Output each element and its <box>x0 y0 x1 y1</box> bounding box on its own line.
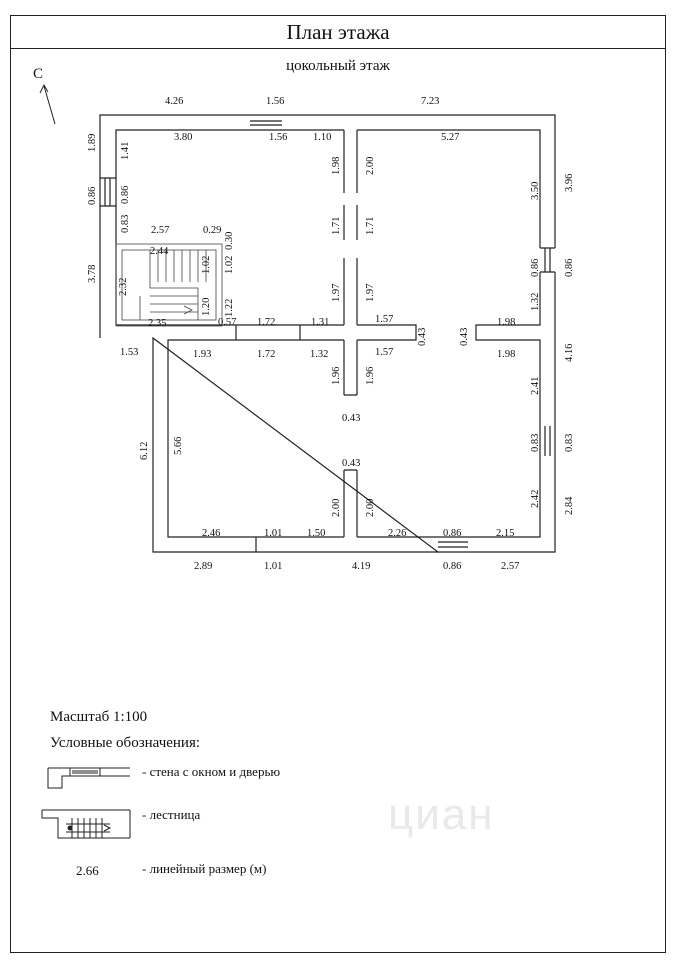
dim-bottom-inner-4: 2.26 <box>388 528 407 539</box>
legend-scale: Масштаб 1:100 <box>50 709 148 725</box>
outer-walls <box>100 115 555 552</box>
dim-corridor-bottom-1: 1.93 <box>193 349 212 360</box>
dim-left-inner-3: 0.83 <box>120 214 131 233</box>
dim-stair-10: 2.35 <box>148 318 167 329</box>
dim-partition-6: 1.97 <box>365 283 376 302</box>
dim-corridor-bottom-5: 1.98 <box>497 349 516 360</box>
dim-right-inner-6: 2.42 <box>530 489 541 508</box>
dim-lower-partition-4: 0.43 <box>342 458 361 469</box>
dim-top-inner-4: 5.27 <box>441 132 460 143</box>
floor-subtitle: цокольный этаж <box>286 58 390 74</box>
dim-corridor-bottom-2: 1.72 <box>257 349 276 360</box>
north-arrow-icon <box>44 86 55 124</box>
dim-lower-left-1: 1.53 <box>120 347 139 358</box>
legend-wall-symbol <box>48 768 130 788</box>
dim-corridor-top-1: 0.57 <box>218 317 237 328</box>
dim-stair-3: 0.30 <box>224 231 235 250</box>
dim-bottom-inner-2: 1.01 <box>264 528 283 539</box>
dim-top-outer-3: 7.23 <box>421 96 440 107</box>
dim-stair-7: 2.32 <box>118 277 129 296</box>
dim-corridor-top-2: 1.72 <box>257 317 276 328</box>
dim-top-inner-1: 3.80 <box>174 132 193 143</box>
dim-left-outer-2: 0.86 <box>87 186 98 205</box>
dim-corridor-top-7: 1.98 <box>497 317 516 328</box>
dim-lower-partition-1: 1.96 <box>331 366 342 385</box>
legend-dim-label: - линейный размер (м) <box>142 861 267 876</box>
dim-bottom-inner-6: 2.15 <box>496 528 515 539</box>
dim-right-outer-4: 0.83 <box>564 433 575 452</box>
dim-lower-left-inner: 5.66 <box>173 436 184 455</box>
dim-partition-5: 1.97 <box>331 283 342 302</box>
dim-right-outer-3: 4.16 <box>564 343 575 362</box>
dim-lower-partition-2: 1.96 <box>365 366 376 385</box>
dim-left-outer-3: 3.78 <box>87 264 98 283</box>
dim-partition-2: 2.00 <box>365 156 376 175</box>
dim-top-outer-2: 1.56 <box>266 96 285 107</box>
legend-stair-symbol <box>42 810 130 838</box>
dim-lower-partition-5: 2.00 <box>331 498 342 517</box>
dim-partition-1: 1.98 <box>331 156 342 175</box>
dim-lower-partition-6: 2.00 <box>365 498 376 517</box>
dim-corridor-bottom-3: 1.32 <box>310 349 329 360</box>
dim-stair-9: 1.22 <box>224 298 235 317</box>
dim-bottom-outer-1: 2.89 <box>194 561 213 572</box>
dim-stair-8: 1.20 <box>201 297 212 316</box>
dim-left-inner-2: 0.86 <box>120 185 131 204</box>
dim-lower-left-2: 6.12 <box>139 441 150 460</box>
dim-top-inner-2: 1.56 <box>269 132 288 143</box>
dim-partition-3: 1.71 <box>331 216 342 235</box>
dim-top-inner-3: 1.10 <box>313 132 332 143</box>
dim-bottom-inner-1: 2.46 <box>202 528 221 539</box>
dim-stair-4: 2.44 <box>150 246 169 257</box>
dim-corridor-bottom-4: 1.57 <box>375 347 394 358</box>
dim-right-inner-4: 2.41 <box>530 376 541 395</box>
dim-corridor-top-3: 1.31 <box>311 317 330 328</box>
legend-heading: Условные обозначения: <box>50 735 201 751</box>
dim-right-inner-2: 0.86 <box>530 258 541 277</box>
dim-right-inner-5: 0.83 <box>530 433 541 452</box>
dim-bottom-inner-3: 1.50 <box>307 528 326 539</box>
dim-bottom-outer-2: 1.01 <box>264 561 283 572</box>
legend-stair-label: - лестница <box>142 807 201 822</box>
dim-stair-6: 1.02 <box>224 255 235 274</box>
dim-corridor-top-6: 0.43 <box>459 327 470 346</box>
dim-right-inner-3: 1.32 <box>530 292 541 311</box>
legend-dim-sample: 2.66 <box>76 863 99 878</box>
dim-stair-1: 2.57 <box>151 225 170 236</box>
dim-left-outer-1: 1.89 <box>87 133 98 152</box>
legend-wall-label: - стена с окном и дверью <box>142 764 281 779</box>
dim-bottom-outer-4: 0.86 <box>443 561 462 572</box>
dim-left-inner-1: 1.41 <box>120 141 131 160</box>
dim-stair-5: 1.02 <box>201 255 212 274</box>
dim-top-outer-1: 4.26 <box>165 96 184 107</box>
dim-corridor-top-5: 0.43 <box>417 327 428 346</box>
dim-partition-4: 1.71 <box>365 216 376 235</box>
dim-lower-partition-3: 0.43 <box>342 413 361 424</box>
dim-bottom-outer-5: 2.57 <box>501 561 520 572</box>
dim-bottom-inner-5: 0.86 <box>443 528 462 539</box>
compass-label: С <box>33 66 44 82</box>
dim-right-outer-5: 2.84 <box>564 496 575 515</box>
dim-corridor-top-4: 1.57 <box>375 314 394 325</box>
dim-stair-2: 0.29 <box>203 225 222 236</box>
watermark-logo: циан <box>388 790 495 839</box>
dim-right-outer-1: 3.96 <box>564 173 575 192</box>
dim-bottom-outer-3: 4.19 <box>352 561 371 572</box>
page-title: План этажа <box>10 15 666 49</box>
dim-right-outer-2: 0.86 <box>564 258 575 277</box>
dim-right-inner-1: 3.50 <box>530 181 541 200</box>
